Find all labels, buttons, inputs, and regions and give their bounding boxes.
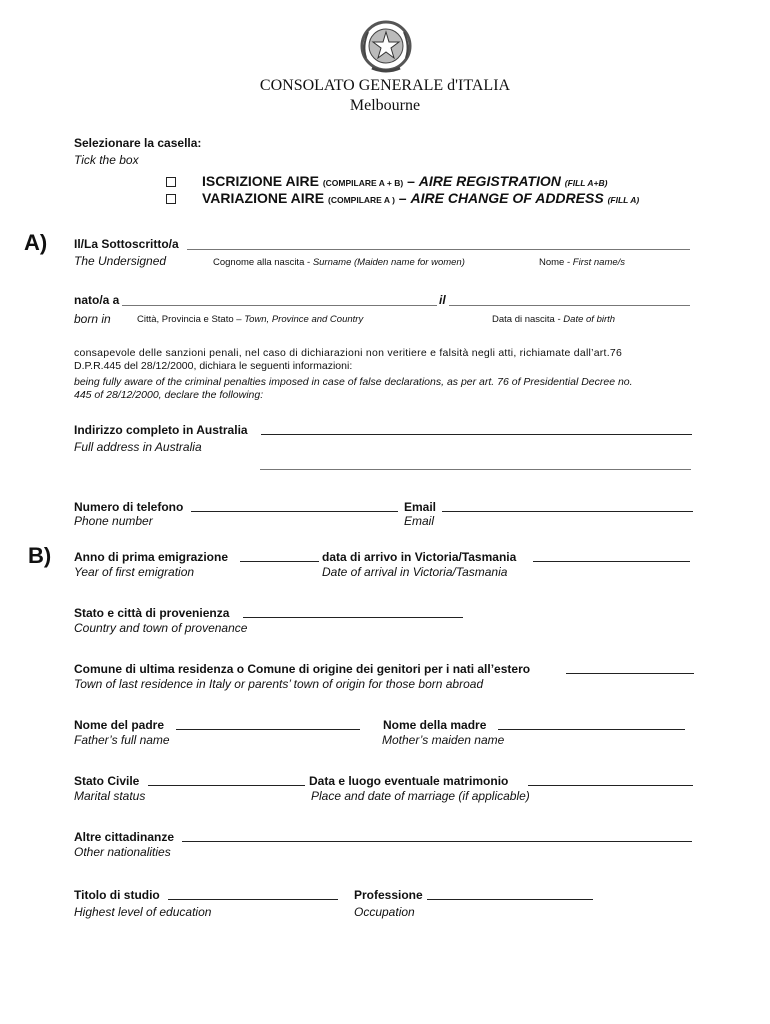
marital-label-en: Marital status <box>74 789 146 803</box>
option-aire-change <box>202 190 639 206</box>
marriage-label-en: Place and date of marriage (if applicable) <box>311 789 530 803</box>
firstname-hint-en: First name/s <box>572 257 626 268</box>
date-hint <box>492 314 615 325</box>
marriage-input-line[interactable] <box>528 774 693 786</box>
surname-hint-en: Surname (Maiden name for women) <box>312 257 465 268</box>
provenance-label-en: Country and town of provenance <box>74 621 248 635</box>
consulate-city: Melbourne <box>349 97 421 114</box>
provenance-label: Stato e città di provenienza <box>74 606 230 620</box>
emigration-input-line[interactable] <box>240 550 319 562</box>
firstname-hint-it: Nome - <box>539 257 573 268</box>
residence-label-en: Town of last residence in Italy or parents’ town of origin for those born abroad <box>74 677 484 691</box>
surname-hint <box>213 257 465 268</box>
profession-label-en: Occupation <box>354 905 415 919</box>
aire-change-address-checkbox[interactable] <box>166 194 176 204</box>
aire-registration-checkbox[interactable] <box>166 177 176 187</box>
arrival-label-en: Date of arrival in Victoria/Tasmania <box>322 565 508 579</box>
address-label-en: Full address in Australia <box>74 440 202 454</box>
place-hint-it: Città, Provincia e Stato – <box>137 314 245 325</box>
option1-label-en: AIRE REGISTRATION <box>418 173 561 189</box>
declaration-en-1: being fully aware of the criminal penalties imposed in case of false declarations, as per art. 76 of Presidential Decree no. <box>74 376 633 388</box>
education-input-line[interactable] <box>168 888 338 900</box>
phone-input-line[interactable] <box>191 500 398 512</box>
address-label: Indirizzo completo in Australia <box>74 423 248 437</box>
marriage-label: Data e luogo eventuale matrimonio <box>309 774 509 788</box>
surname-hint-it: Cognome alla nascita - <box>213 257 313 268</box>
residence-input-line[interactable] <box>566 662 694 674</box>
phone-label: Numero di telefono <box>74 500 184 514</box>
mother-label-en: Mother’s maiden name <box>382 733 505 747</box>
option2-label: VARIAZIONE AIRE <box>202 190 325 206</box>
profession-input-line[interactable] <box>427 888 593 900</box>
born-label: nato/a a <box>74 293 120 307</box>
arrival-input-line[interactable] <box>533 550 690 562</box>
nationalities-label-en: Other nationalities <box>74 845 171 859</box>
date-hint-en: Date of birth <box>563 314 616 325</box>
address-input-line-1[interactable] <box>261 423 692 435</box>
profession-label: Professione <box>354 888 423 902</box>
residence-label: Comune di ultima residenza o Comune di origine dei genitori per i nati all’estero <box>74 662 531 676</box>
option-aire-registration <box>202 173 607 189</box>
emigration-label-en: Year of first emigration <box>74 565 195 579</box>
place-hint-en: Town, Province and Country <box>244 314 364 325</box>
marital-label: Stato Civile <box>74 774 140 788</box>
section-a-label: A) <box>24 230 48 255</box>
option1-small: (COMPILARE A + B) <box>322 178 404 188</box>
father-input-line[interactable] <box>176 718 360 730</box>
nationalities-input-line[interactable] <box>182 830 692 842</box>
mother-input-line[interactable] <box>498 718 685 730</box>
birthplace-input-line[interactable] <box>122 294 437 306</box>
tick-label: Selezionare la casella: <box>74 136 202 150</box>
address-input-line-2[interactable] <box>260 458 691 470</box>
email-label: Email <box>404 500 437 514</box>
arrival-label: data di arrivo in Victoria/Tasmania <box>322 550 517 564</box>
option2-label-en: AIRE CHANGE OF ADDRESS <box>410 190 604 206</box>
born-label-en: born in <box>74 312 111 326</box>
mother-label: Nome della madre <box>383 718 487 732</box>
option1-small-en: (FILL A+B) <box>564 178 608 188</box>
place-hint <box>137 314 363 325</box>
father-label: Nome del padre <box>74 718 165 732</box>
option1-label: ISCRIZIONE AIRE <box>202 173 319 189</box>
marital-input-line[interactable] <box>148 774 305 786</box>
italian-emblem-icon <box>358 18 414 74</box>
provenance-input-line[interactable] <box>243 606 463 618</box>
email-input-line[interactable] <box>442 500 693 512</box>
option2-dash: – <box>394 190 411 206</box>
father-label-en: Father’s full name <box>74 733 170 747</box>
declaration-it-2: D.P.R.445 del 28/12/2000, dichiara le seguenti informazioni: <box>74 360 353 372</box>
option2-small: (COMPILARE A ) <box>328 195 395 205</box>
education-label-en: Highest level of education <box>74 905 212 919</box>
option2-small-en: (FILL A) <box>607 195 640 205</box>
undersigned-label-en: The Undersigned <box>74 254 167 268</box>
phone-label-en: Phone number <box>74 514 153 528</box>
emigration-label: Anno di prima emigrazione <box>74 550 229 564</box>
option1-dash: – <box>403 173 419 189</box>
undersigned-label: Il/La Sottoscritto/a <box>74 237 179 251</box>
firstname-hint <box>539 257 625 268</box>
education-label: Titolo di studio <box>74 888 160 902</box>
undersigned-input-line[interactable] <box>187 238 690 250</box>
consulate-title: CONSOLATO GENERALE d'ITALIA <box>259 77 511 94</box>
nationalities-label: Altre cittadinanze <box>74 830 175 844</box>
email-label-en: Email <box>404 514 435 528</box>
tick-label-en: Tick the box <box>74 153 139 167</box>
declaration-it-1: consapevole delle sanzioni penali, nel caso di dichiarazioni non veritiere e falsità negli atti, richiamate dall’art.76 <box>74 347 623 359</box>
section-b-label: B) <box>28 543 52 568</box>
born-il-label: il <box>439 293 446 307</box>
date-hint-it: Data di nascita - <box>492 314 564 325</box>
declaration-en-2: 445 of 28/12/2000, declare the following: <box>74 389 264 401</box>
birthdate-input-line[interactable] <box>449 294 690 306</box>
